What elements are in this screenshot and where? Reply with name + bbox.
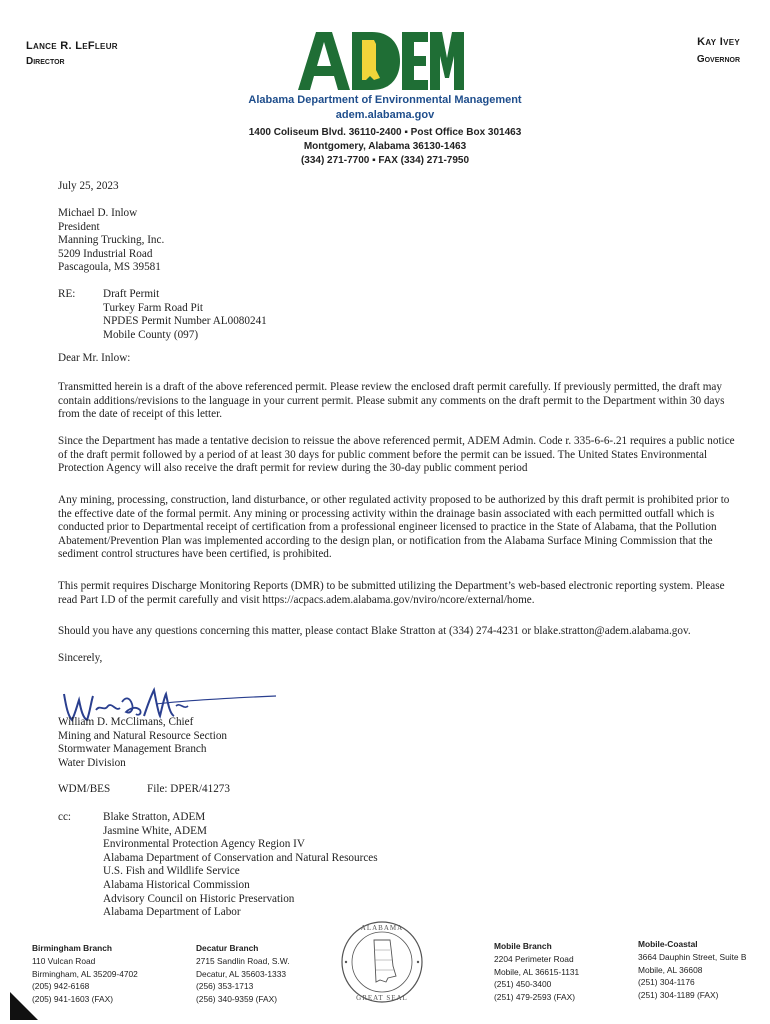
paragraph-line: the effective date of the formal permit. Any mining or processing activity within the drainage basin associated with each permitted outfall which is xyxy=(58,507,715,520)
footer-branch-mobile xyxy=(494,940,579,1004)
re-block xyxy=(103,288,267,342)
initials: WDM/BES xyxy=(58,783,111,795)
letter-date: July 25, 2023 xyxy=(58,180,119,192)
branch-line: Birmingham, AL 35209-4702 xyxy=(32,968,138,979)
paragraph-line: Any mining, processing, construction, land disturbance, or other regulated activity proposed to be authorized by this draft permit is prohibited prior to xyxy=(58,494,730,506)
cc-item: Blake Stratton, ADEM xyxy=(103,811,206,823)
branch-line: (251) 304-1176 xyxy=(638,977,695,988)
paragraph-line: conducted prior to Departmental receipt of certification from a professional engineer licensed to practice in the State of Alabama, that the Pollution xyxy=(58,521,717,534)
paragraph-line: from the date of receipt of this letter. xyxy=(58,408,223,421)
signer-line: Water Division xyxy=(58,756,126,769)
re-line: NPDES Permit Number AL0080241 xyxy=(103,315,267,328)
paragraph-line: of the draft permit followed by a period of at least 30 days for public comment before the permit can be issued. The United States Environmental xyxy=(58,448,708,461)
branch-line: (251) 479-2593 (FAX) xyxy=(494,992,576,1003)
paragraph-line: Should you have any questions concerning this matter, please contact Blake Stratton at (334) 274-4231 or blake.stratton@adem.alabama.gov. xyxy=(58,625,691,637)
branch-line: (256) 353-1713 xyxy=(196,981,254,992)
cc-item: Advisory Council on Historic Preservation xyxy=(103,892,295,905)
paragraph-line: read Part I.D of the permit carefully and visit https://acpacs.adem.alabama.gov/nviro/ncore/external/home. xyxy=(58,593,535,606)
file-reference: File: DPER/41273 xyxy=(147,783,230,795)
signer-line: William D. McClimans, Chief xyxy=(58,716,194,728)
branch-title: Decatur Branch xyxy=(196,943,259,953)
paragraph-line: contain additions/revisions to the language in your current permit. Please submit any comments on the draft permit to the Department within 30 days xyxy=(58,394,725,407)
signer-line: Stormwater Management Branch xyxy=(58,743,207,756)
branch-line: (205) 942-6168 xyxy=(32,981,90,992)
paragraph-1 xyxy=(58,381,740,422)
re-line: Turkey Farm Road Pit xyxy=(103,301,203,314)
branch-line: Mobile, AL 36608 xyxy=(638,964,703,975)
paragraph-line: This permit requires Discharge Monitoring Reports (DMR) to be submitted utilizing the Department’s web-based electronic reporting system. Please xyxy=(58,580,725,592)
cc-item: Jasmine White, ADEM xyxy=(103,824,207,837)
recipient-line: Pascagoula, MS 39581 xyxy=(58,261,161,274)
salutation: Dear Mr. Inlow: xyxy=(58,352,131,364)
branch-line: 3664 Dauphin Street, Suite B xyxy=(638,951,747,962)
recipient-line: Michael D. Inlow xyxy=(58,207,138,219)
recipient-block xyxy=(58,207,164,275)
re-line: Draft Permit xyxy=(103,288,160,300)
seal-top-text: ALABAMA xyxy=(360,924,404,932)
paragraph-line: Abatement/Prevention Plan was implemented according to the design plan, or notification from the Alabama Surface Mining Commission that the xyxy=(58,534,713,547)
branch-line: (205) 941-1603 (FAX) xyxy=(32,994,114,1005)
recipient-line: Manning Trucking, Inc. xyxy=(58,234,165,247)
governor-name: Kay Ivey xyxy=(697,36,740,48)
agency-address-line2: Montgomery, Alabama 36130-1463 xyxy=(303,141,467,152)
agency-website[interactable]: adem.alabama.gov xyxy=(335,109,435,121)
re-label: RE: xyxy=(58,288,76,300)
cc-item: Alabama Historical Commission xyxy=(103,878,250,891)
branch-line: (251) 450-3400 xyxy=(494,979,552,990)
agency-name: Alabama Department of Environmental Management xyxy=(248,94,522,106)
logo-text xyxy=(296,30,297,31)
branch-line: (256) 340-9359 (FAX) xyxy=(196,994,278,1005)
agency-phone-fax: (334) 271-7700 ▪ FAX (334) 271-7950 xyxy=(300,155,470,166)
recipient-line: 5209 Industrial Road xyxy=(58,247,153,260)
recipient-line: President xyxy=(58,220,100,233)
governor-title: Governor xyxy=(696,54,740,65)
adem-logo xyxy=(296,30,464,90)
branch-line: Decatur, AL 35603-1333 xyxy=(196,968,287,979)
alabama-seal-icon xyxy=(340,920,424,1004)
paragraph-3 xyxy=(58,494,740,562)
paragraph-line: Transmitted herein is a draft of the above referenced permit. Please review the enclosed draft permit carefully. If previously permitted, the draft may xyxy=(58,381,722,393)
logo-graphic xyxy=(296,30,464,90)
paragraph-line: Since the Department has made a tentative decision to reissue the above referenced permit, ADEM Admin. Code r. 335-6-6-.21 requires a public notice xyxy=(58,435,735,447)
branch-title: Mobile-Coastal xyxy=(638,939,698,949)
cc-item: U.S. Fish and Wildlife Service xyxy=(103,865,240,878)
paragraph-2 xyxy=(58,435,740,476)
branch-line: (251) 304-1189 (FAX) xyxy=(638,990,719,1001)
seal-bottom-text: GREAT SEAL xyxy=(356,994,408,1002)
signer-line: Mining and Natural Resource Section xyxy=(58,729,228,742)
footer-branch-birmingham xyxy=(32,942,138,1006)
branch-line: 110 Vulcan Road xyxy=(32,955,96,966)
footer-branch-decatur xyxy=(196,942,290,1006)
paragraph-5 xyxy=(58,625,740,639)
paragraph-line: sediment control structures have been certified, is prohibited. xyxy=(58,548,332,561)
cc-label: cc: xyxy=(58,811,72,823)
cc-item: Alabama Department of Labor xyxy=(103,906,241,919)
re-line: Mobile County (097) xyxy=(103,328,199,341)
cc-item: Environmental Protection Agency Region IV xyxy=(103,838,305,851)
footer-branch-mobile-coastal xyxy=(638,938,746,1002)
signer-block xyxy=(58,716,227,770)
cc-list xyxy=(103,811,378,920)
branch-title: Birmingham Branch xyxy=(32,943,113,953)
closing: Sincerely, xyxy=(58,652,103,664)
paragraph-4 xyxy=(58,580,740,607)
agency-address-line1: 1400 Coliseum Blvd. 36110-2400 ▪ Post Office Box 301463 xyxy=(248,127,522,138)
branch-line: 2715 Sandlin Road, S.W. xyxy=(196,955,290,966)
director-title: Director xyxy=(26,56,65,67)
corner-fold-icon xyxy=(10,992,38,1020)
paragraph-line: Protection Agency will also receive the draft permit for review during the 30-day public comment period xyxy=(58,462,528,475)
branch-title: Mobile Branch xyxy=(494,941,552,951)
branch-line: 2204 Perimeter Road xyxy=(494,953,574,964)
director-name: Lance R. LeFleur xyxy=(26,40,118,52)
cc-item: Alabama Department of Conservation and Natural Resources xyxy=(103,851,378,864)
branch-line: Mobile, AL 36615-1131 xyxy=(494,966,580,977)
